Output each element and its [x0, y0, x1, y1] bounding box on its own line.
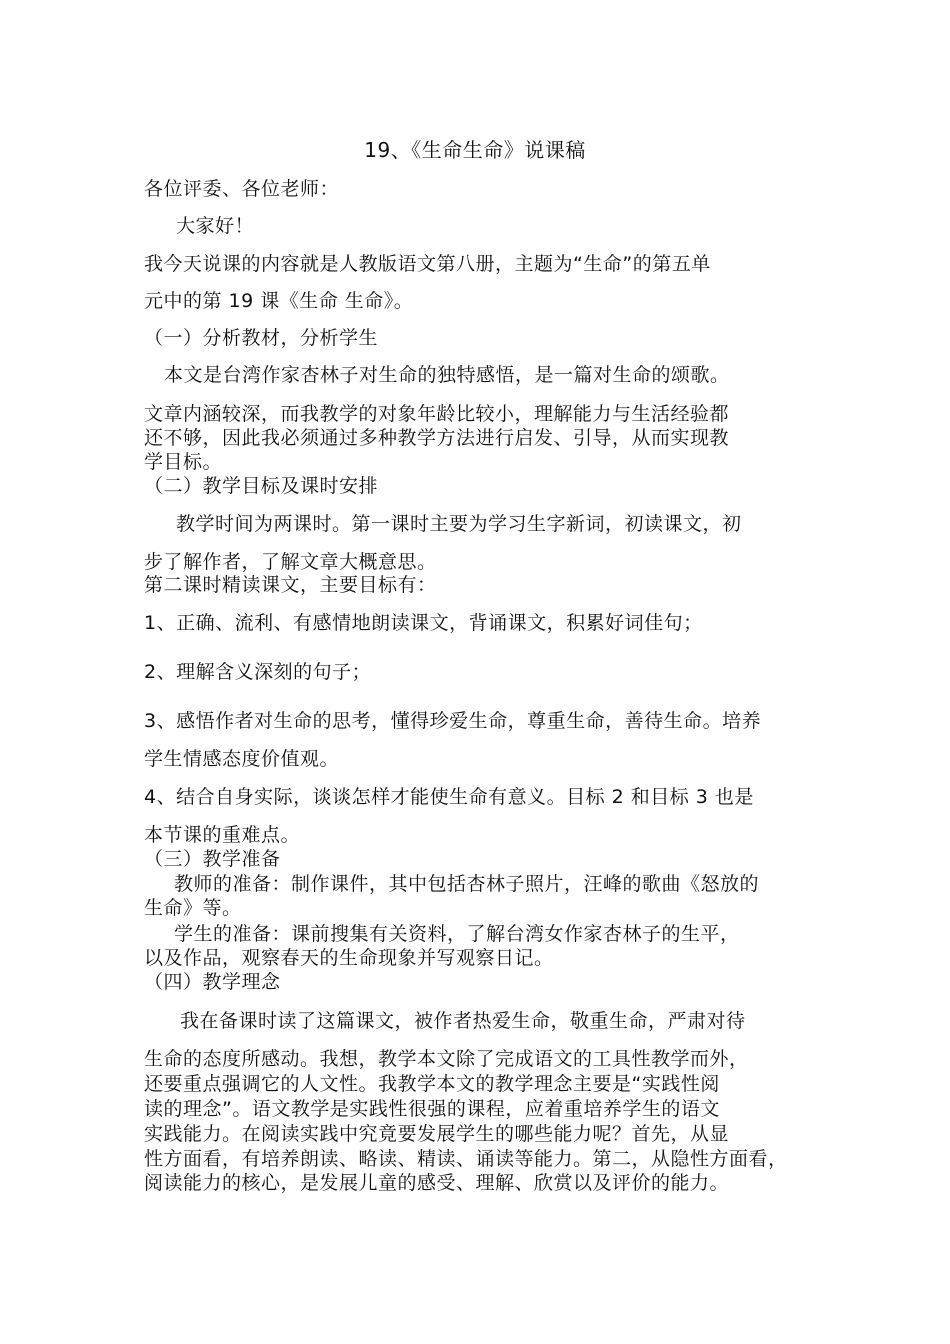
section-heading: （一）分析教材，分析学生 [144, 327, 379, 349]
paragraph-line: 读的理念”。语文教学是实践性很强的课程，应着重培养学生的语文 [144, 1098, 720, 1120]
intro-line: 我今天说课的内容就是人教版语文第八册，主题为“生命”的第五单 [144, 253, 711, 275]
goal-item: 学生情感态度价值观。 [144, 748, 340, 770]
paragraph-line: 阅读能力的核心，是发展儿童的感受、理解、欣赏以及评价的能力。 [144, 1172, 730, 1194]
paragraph-line: 实践能力。在阅读实践中究竟要发展学生的哪些能力呢？首先，从显 [144, 1123, 730, 1145]
paragraph-line: 生命的态度所感动。我想，教学本文除了完成语文的工具性教学而外， [144, 1048, 749, 1070]
intro-line: 元中的第 19 课《生命 生命》。 [144, 290, 414, 312]
paragraph-line: 我在备课时读了这篇课文，被作者热爱生命，敬重生命，严肃对待 [180, 1010, 746, 1032]
section-heading: （四）教学理念 [144, 971, 281, 993]
goal-item: 3、感悟作者对生命的思考，懂得珍爱生命，尊重生命，善待生命。培养 [144, 710, 762, 732]
section-heading: （三）教学准备 [144, 848, 281, 870]
goal-item: 本节课的重难点。 [144, 824, 301, 846]
goal-item: 4、结合自身实际，谈谈怎样才能使生命有意义。目标 2 和目标 3 也是 [144, 786, 754, 808]
paragraph-line: 本文是台湾作家杏林子对生命的独特感悟，是一篇对生命的颂歌。 [164, 364, 730, 386]
section-heading: （二）教学目标及课时安排 [144, 475, 379, 497]
paragraph-line: 学生的准备：课前搜集有关资料，了解台湾女作家杏林子的生平， [174, 923, 740, 945]
paragraph-line: 以及作品，观察春天的生命现象并写观察日记。 [144, 947, 554, 969]
paragraph-line: 还要重点强调它的人文性。我教学本文的教学理念主要是“实践性阅 [144, 1073, 720, 1095]
paragraph-line: 学目标。 [144, 451, 223, 473]
paragraph-line: 还不够，因此我必须通过多种教学方法进行启发、引导，从而实现教 [144, 427, 730, 449]
paragraph-line: 生命》等。 [144, 897, 242, 919]
greeting: 各位评委、各位老师： [144, 178, 340, 200]
paragraph-line: 步了解作者，了解文章大概意思。 [144, 551, 437, 573]
paragraph-line: 教师的准备：制作课件，其中包括杏林子照片，汪峰的歌曲《怒放的 [174, 873, 760, 895]
paragraph-line: 第二课时精读课文，主要目标有： [144, 574, 437, 596]
goal-item: 2、理解含义深刻的句子； [144, 661, 372, 683]
paragraph-line: 文章内涵较深，而我教学的对象年龄比较小，理解能力与生活经验都 [144, 403, 730, 425]
hello: 大家好！ [176, 215, 255, 237]
goal-item: 1、正确、流利、有感情地朗读课文，背诵课文，积累好词佳句； [144, 612, 703, 634]
paragraph-line: 教学时间为两课时。第一课时主要为学习生字新词，初读课文，初 [176, 513, 742, 535]
paragraph-line: 性方面看，有培养朗读、略读、精读、诵读等能力。第二，从隐性方面看， [144, 1148, 788, 1170]
document-title: 19、《生命生命》说课稿 [364, 138, 586, 162]
